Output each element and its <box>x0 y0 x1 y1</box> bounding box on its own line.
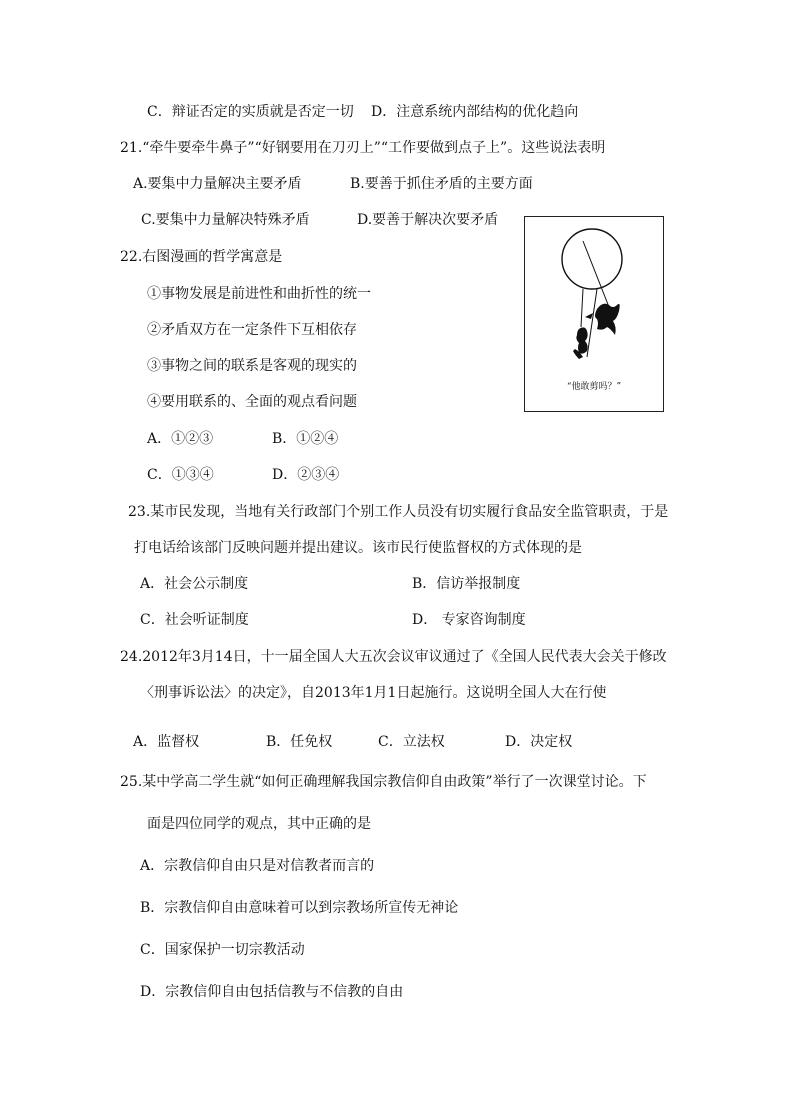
q25-stem-line2: 面是四位同学的观点，其中正确的是 <box>147 816 371 832</box>
q21-stem: 21.“牵牛要牵牛鼻子”“好钢要用在刀刃上”“工作要做到点子上”。这些说法表明 <box>120 140 606 156</box>
q22-item-4: ④要用联系的、全面的观点看问题 <box>147 394 357 410</box>
q20-option-c: C．辩证否定的实质就是否定一切 <box>147 104 354 120</box>
q24-option-a: A．监督权 <box>133 734 200 750</box>
q24-stem-line2: 〈刑事诉讼法〉的决定》，自2013年1月1日起施行。这说明全国人大在行使 <box>140 685 607 701</box>
q23-stem-line1: 23.某市民发现，当地有关行政部门个别工作人员没有切实履行食品安全监管职责，于是 <box>128 504 669 520</box>
q23-stem-line2: 打电话给该部门反映问题并提出建议。该市民行使监督权的方式体现的是 <box>134 540 582 556</box>
q22-item-2: ②矛盾双方在一定条件下互相依存 <box>147 322 357 338</box>
q24-option-d: D．决定权 <box>505 734 573 750</box>
cartoon-caption: “他敢剪吗？” <box>566 382 622 392</box>
q25-option-d: D．宗教信仰自由包括信教与不信教的自由 <box>140 984 404 1000</box>
q24-option-c: C．立法权 <box>378 734 445 750</box>
q21-option-d: D.要善于解决次要矛盾 <box>357 212 499 228</box>
q22-stem: 22.右图漫画的哲学寓意是 <box>120 249 283 265</box>
balloon-cartoon-illustration <box>525 217 663 377</box>
q25-option-c: C．国家保护一切宗教活动 <box>140 942 305 958</box>
q23-option-c: C．社会听证制度 <box>140 612 249 628</box>
q22-option-d: D．②③④ <box>272 467 340 483</box>
q22-option-c: C．①③④ <box>147 467 214 483</box>
q21-option-a: A.要集中力量解决主要矛盾 <box>133 176 302 192</box>
q22-item-1: ①事物发展是前进性和曲折性的统一 <box>147 286 371 302</box>
q25-option-b: B．宗教信仰自由意味着可以到宗教场所宣传无神论 <box>140 900 459 916</box>
q24-stem-line1: 24.2012年3月14日，十一届全国人大五次会议审议通过了《全国人民代表大会关于修改 <box>120 649 667 665</box>
q23-option-d: D． 专家咨询制度 <box>412 612 526 628</box>
q21-option-c: C.要集中力量解决特殊矛盾 <box>141 212 310 228</box>
q25-option-a: A．宗教信仰自由只是对信教者而言的 <box>140 858 375 874</box>
q23-option-a: A．社会公示制度 <box>140 576 249 592</box>
q23-option-b: B．信访举报制度 <box>412 576 521 592</box>
q22-option-b: B．①②④ <box>272 431 339 447</box>
q22-item-3: ③事物之间的联系是客观的现实的 <box>147 358 357 374</box>
q21-option-b: B.要善于抓住矛盾的主要方面 <box>350 176 533 192</box>
q25-stem-line1: 25.某中学高二学生就“如何正确理解我国宗教信仰自由政策”举行了一次课堂讨论。下 <box>120 774 647 790</box>
q22-option-a: A．①②③ <box>147 431 214 447</box>
q20-option-d: D．注意系统内部结构的优化趋向 <box>371 104 579 120</box>
q24-option-b: B．任免权 <box>266 734 333 750</box>
cartoon-figure <box>524 216 664 412</box>
